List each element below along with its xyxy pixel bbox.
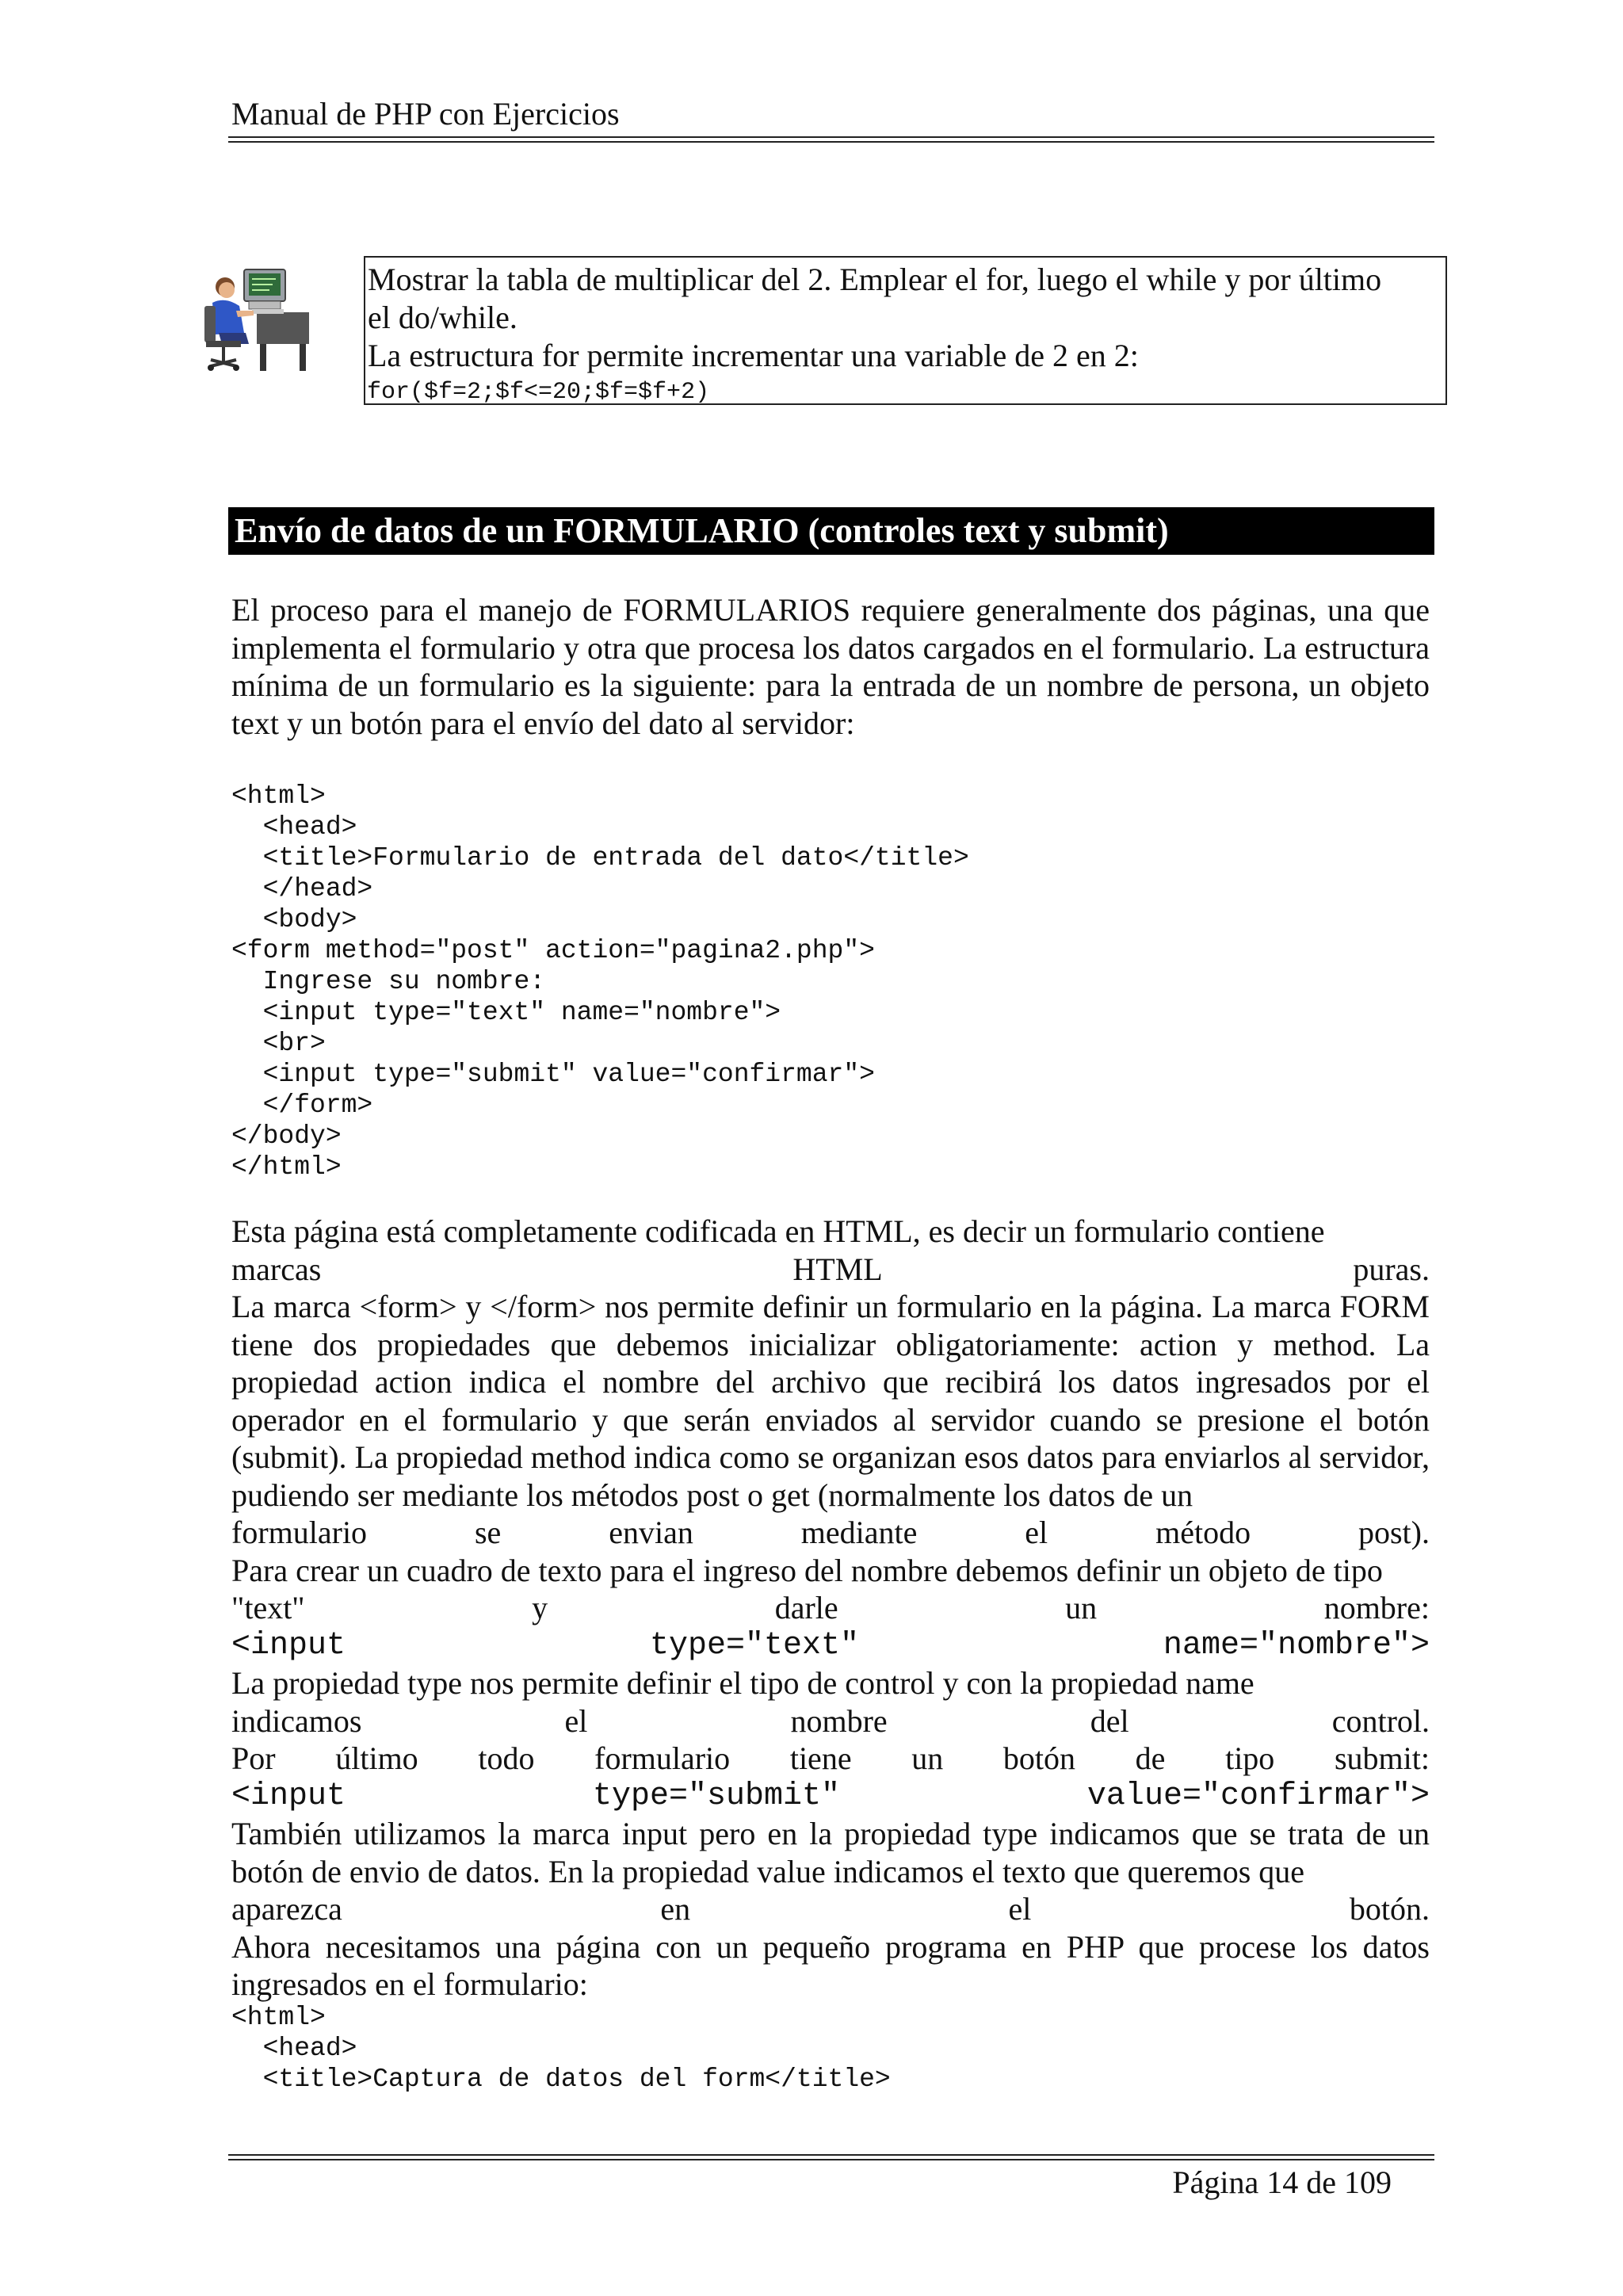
code-listing-form [231,781,1430,1182]
paragraph: Esta página está completamente codificada en HTML, es decir un formulario contiene [231,1213,1325,1249]
page-number: Página 14 de 109 [1172,2164,1392,2200]
code-line: </body> [231,1121,342,1151]
exercise-line: La estructura for permite incrementar una variable de 2 en 2: [368,338,1139,373]
code-line: <br> [231,1029,326,1058]
footer-rule [228,2154,1434,2160]
code-line: <html> [231,781,326,811]
code-line: <input type="submit" value="confirmar"> [231,1060,875,1089]
paragraph: Por último todo formulario tiene un botón de tipo submit: [231,1740,1430,1776]
code-line: <title>Captura de datos del form</title> [231,2065,891,2094]
code-line: <head> [231,812,357,842]
inline-code-text-input: <input type="text" name="nombre"> [231,1627,1430,1664]
running-header: Manual de PHP con Ejercicios [231,96,620,132]
paragraph-end-line: marcas HTML puras. [231,1251,1430,1287]
exercise-box [364,256,1447,405]
paragraph: También utilizamos la marca input pero en la propiedad type indicamos que se trata de un botón de envio de datos. En la propiedad value indicamos el texto que queremos que [231,1816,1430,1889]
exercise-code: for($f=2;$f<=20;$f=$f+2) [367,379,710,406]
exercise-line: el do/while. [368,300,517,335]
code-line: Ingrese su nombre: [231,967,546,996]
code-line: </form> [231,1091,373,1120]
paragraph-end-line: indicamos el nombre del control. [231,1702,1430,1739]
code-line: </head> [231,874,373,904]
code-line: <body> [231,905,357,934]
code-line: <title>Formulario de entrada del dato</title> [231,843,969,873]
section-heading-bar [228,507,1434,555]
code-line: <input type="text" name="nombre"> [231,998,781,1027]
computer-user-icon [201,265,317,376]
code-line: <html> [231,2003,326,2032]
paragraph: Para crear un cuadro de texto para el ingreso del nombre debemos definir un objeto de tipo [231,1552,1383,1588]
code-line: <head> [231,2034,357,2063]
inline-code-submit-input: <input type="submit" value="confirmar"> [231,1778,1430,1814]
paragraph: La propiedad type nos permite definir el tipo de control y con la propiedad name [231,1665,1254,1701]
explanation-block [231,1213,1430,2004]
section-title: Envío de datos de un FORMULARIO (controles text y submit) [235,511,1169,550]
exercise-line: Mostrar la tabla de multiplicar del 2. Emplear el for, luego el while y por último [368,262,1382,297]
intro-paragraph: El proceso para el manejo de FORMULARIOS requiere generalmente dos páginas, una que implementa el formulario y otra que procesa los datos cargados en el formulario. La estructura mínima de un formulario es la siguiente: para la entrada de un nombre de persona, un objeto text y un botón para el envío del dato al servidor: [231,592,1430,741]
code-line: <form method="post" action="pagina2.php"> [231,936,875,965]
paragraph: La marca <form> y </form> nos permite definir un formulario en la página. La marca FORM tiene dos propiedades que debemos inicializar obligatoriamente: action y method. La propiedad action indica el nombre del archivo que recibirá los datos ingresados por el operador en el formulario y que serán enviados al servidor cuando se presione el botón (submit). La propiedad method indica como se organizan esos datos para enviarlos al servidor, pudiendo ser mediante los métodos post o get (normalmente los datos de un [231,1289,1430,1513]
intro-block [231,591,1430,742]
paragraph-end-line: "text" y darle un nombre: [231,1590,1430,1626]
header-rule [228,136,1434,143]
paragraph-end-line: aparezca en el botón. [231,1891,1430,1927]
paragraph: Ahora necesitamos una página con un pequeño programa en PHP que procese los datos ingresados en el formulario: [231,1928,1430,2002]
code-listing-php [231,2002,1430,2095]
paragraph-end-line: formulario se envian mediante el método post). [231,1515,1430,1550]
code-line: </html> [231,1152,342,1182]
